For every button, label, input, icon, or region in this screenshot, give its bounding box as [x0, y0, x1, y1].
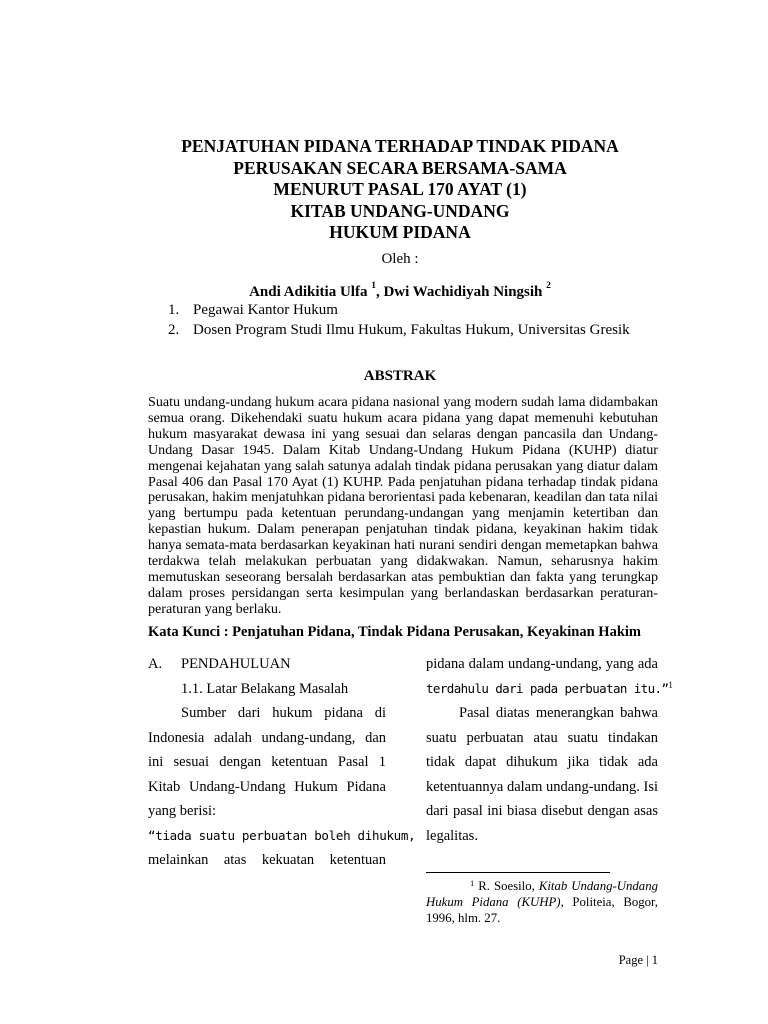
author-name: Dwi Wachidiyah Ningsih: [383, 284, 543, 300]
body-line: Pasal diatas menerangkan bahwa: [459, 705, 658, 721]
body-line: Kitab Undang-Undang Hukum Pidana: [148, 778, 386, 795]
body-line: Indonesia adalah undang-undang, dan: [148, 729, 386, 746]
author-name: Andi Adikitia Ulfa: [249, 284, 368, 300]
affiliation-text: Pegawai Kantor Hukum: [193, 302, 338, 318]
affiliation-item: [168, 320, 630, 340]
body-line: tidak dapat dihukum jika tidak ada: [426, 754, 658, 770]
paper-title: [100, 136, 700, 244]
affiliation-list: [168, 300, 630, 340]
author-line: [100, 281, 700, 301]
body-line: suatu perbuatan atau suatu tindakan: [426, 729, 658, 746]
oleh-label: Oleh :: [381, 251, 419, 267]
body-line: yang berisi:: [148, 803, 217, 819]
body-line: ini sesuai dengan ketentuan Pasal 1: [148, 754, 386, 770]
affiliation-number: 1.: [168, 302, 180, 318]
quote-line: “tiada suatu perbuatan boleh dihukum,: [148, 827, 416, 843]
author-superscript: 2: [546, 281, 551, 291]
section-heading: [148, 652, 386, 677]
title-line: PENJATUHAN PIDANA TERHADAP TINDAK PIDANA: [181, 136, 619, 156]
title-line: KITAB UNDANG-UNDANG: [290, 200, 510, 221]
section-letter: A.: [148, 656, 163, 672]
subsection-heading: 1.1. Latar Belakang Masalah: [181, 680, 349, 697]
footnote-author: R. Soesilo,: [478, 879, 539, 893]
keywords-line: Kata Kunci : Penjatuhan Pidana, Tindak Pidana Perusakan, Keyakinan Hakim: [148, 624, 641, 640]
title-line: MENURUT PASAL 170 AYAT (1): [273, 179, 527, 199]
footnote-divider: [426, 872, 610, 873]
affiliation-text: Dosen Program Studi Ilmu Hukum, Fakultas Hukum, Universitas Gresik: [193, 322, 630, 338]
footnote-number: 1: [470, 878, 475, 888]
quote-line: [426, 677, 673, 702]
section-title: PENDAHULUAN: [181, 656, 291, 672]
footnote-book-title: Kitab Undang-Undang Hukum Pidana (KUHP): [426, 879, 658, 909]
author-superscript: 1: [371, 281, 376, 291]
left-column: [148, 652, 416, 873]
body-line: melainkan atas kekuatan ketentuan: [148, 852, 386, 868]
footnote-ref: 1: [668, 679, 673, 690]
footnote-publication: , Politeia, Bogor, 1996, hlm. 27.: [426, 895, 659, 925]
right-column: [426, 652, 673, 848]
author-separator: ,: [375, 284, 384, 300]
quote-text: terdahulu dari pada perbuatan itu.”: [426, 680, 669, 696]
affiliation-number: 2.: [168, 322, 180, 338]
page-number: Page | 1: [618, 953, 658, 967]
abstract-body: Suatu undang-undang hukum acara pidana nasional yang modern sudah lama didambakan semua orang. Dikehendaki suatu hukum acara pidana yang dapat memenuhi kebutuhan hukum masyarakat dewasa ini yang sesuai dan selaras dengan pancasila dan Undang-Undang Dasar 1945. Dalam Kitab Undang-Undang Hukum Pidana (KUHP) diatur mengenai kejahatan yang salah satunya adalah tindak pidana perusakan yang diatur dalam Pasal 406 dan Pasal 170 Ayat (1) KUHP. Pada penjatuhan pidana terhadap tindak pidana perusakan, hakim menjatuhkan pidana berorientasi pada kebenaran, keadilan dan tata nilai yang bertumpu pada ketentuan perundang-undangan yang menjamin ketertiban dan kepastian hukum. Dalam penerapan penjatuhan tindak pidana, keyakinan hakim tidak hanya semata-mata berdasarkan keyakinan hati nurani sendiri dengan memetapkan bahwa terdakwa telah melakukan perbuatan yang didakwakan. Namun, seharusnya hakim memutuskan seseorang bersalah berdasarkan atas pembuktian dan fakta yang terungkap dalam proses persidangan serta kesimpulan yang berlandaskan berdasarkan peraturan-peraturan yang berlaku.: [148, 394, 658, 617]
body-line: legalitas.: [426, 827, 478, 844]
affiliation-item: [168, 300, 630, 320]
body-line: pidana dalam undang-undang, yang ada: [426, 656, 658, 672]
footnote: [426, 878, 658, 926]
body-line: dari pasal ini biasa disebut dengan asas: [426, 803, 658, 819]
title-line: PERUSAKAN SECARA BERSAMA-SAMA: [233, 157, 567, 178]
title-line: HUKUM PIDANA: [329, 222, 471, 242]
body-line: Sumber dari hukum pidana di: [181, 705, 386, 721]
body-line: ketentuannya dalam undang-undang. Isi: [426, 778, 658, 795]
abstract-heading: ABSTRAK: [363, 368, 437, 384]
